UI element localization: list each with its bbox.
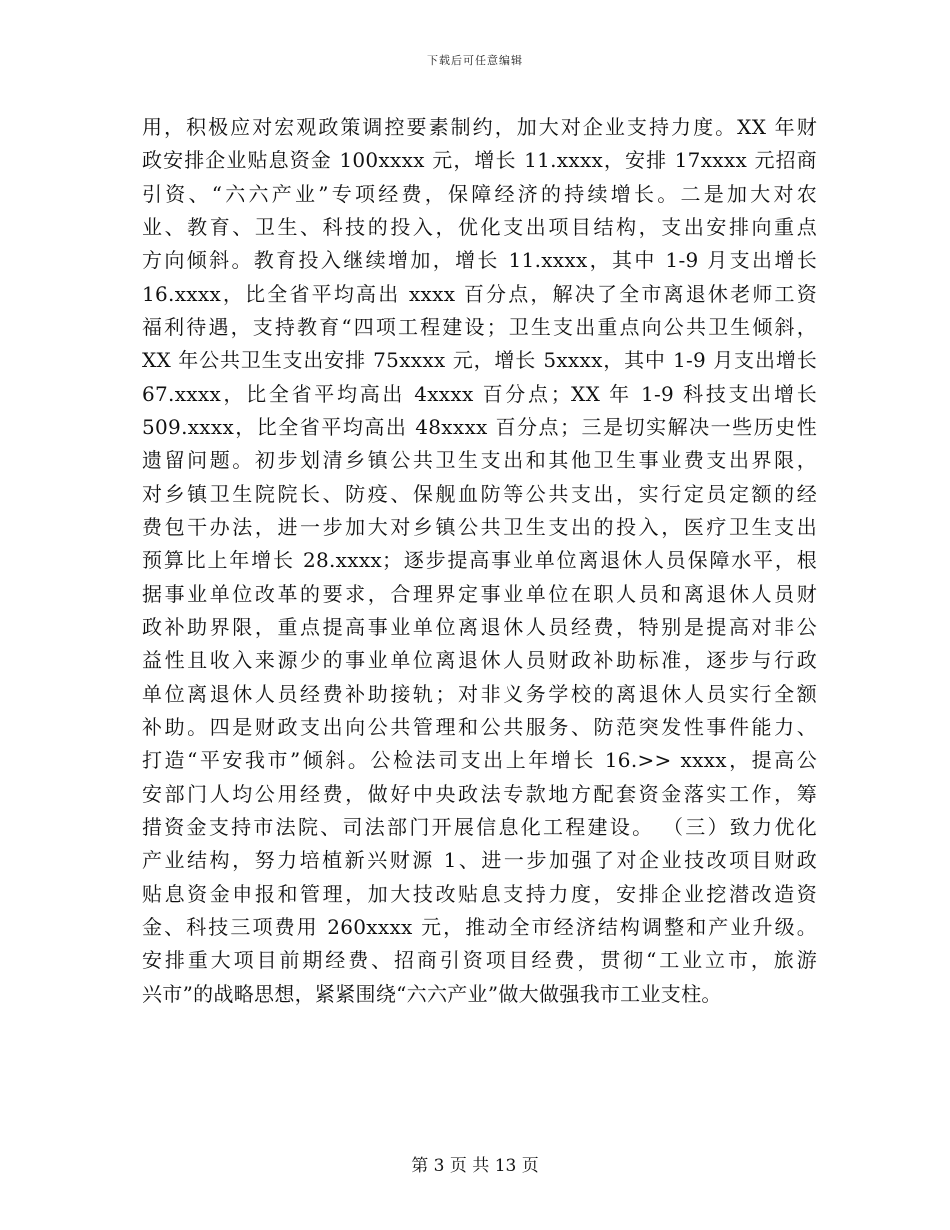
body-line: 贴息资金申报和管理，加大技改贴息支持力度，安排企业挖潜改造资	[142, 881, 817, 906]
body-line: 补助。四是财政支出向公共管理和公共服务、防范突发性事件能力、	[142, 714, 817, 739]
body-line: 益性且收入来源少的事业单位离退休人员财政补助标准，逐步与行政	[142, 648, 817, 673]
body-line: 对乡镇卫生院院长、防疫、保舰血防等公共支出，实行定员定额的经	[142, 481, 817, 506]
body-line: 67.xxxx，比全省平均高出 4xxxx 百分点；XX 年 1-9 科技支出增长	[142, 381, 817, 406]
body-line: 方向倾斜。教育投入继续增加，增长 11.xxxx，其中 1-9 月支出增长	[142, 248, 817, 273]
body-line: 安排重大项目前期经费、招商引资项目经费，贯彻“工业立市，旅游	[142, 948, 817, 973]
page-footer	[0, 1151, 950, 1176]
body-line: 费包干办法，进一步加大对乡镇公共卫生支出的投入，医疗卫生支出	[142, 514, 817, 539]
body-line: 政安排企业贴息资金 100xxxx 元，增长 11.xxxx，安排 17xxxx 元招商	[142, 148, 817, 173]
document-body	[142, 111, 817, 1011]
body-line: 预算比上年增长 28.xxxx；逐步提高事业单位离退休人员保障水平，根	[142, 548, 817, 573]
body-line: 遗留问题。初步划清乡镇公共卫生支出和其他卫生事业费支出界限，	[142, 448, 817, 473]
body-line: 16.xxxx，比全省平均高出 xxxx 百分点，解决了全市离退休老师工资	[142, 281, 817, 306]
body-line: XX 年公共卫生支出安排 75xxxx 元，增长 5xxxx，其中 1-9 月支出增长	[142, 348, 817, 373]
body-line: 兴市”的战略思想，紧紧围绕“六六产业”做大做强我市工业支柱。	[142, 981, 722, 1006]
body-line: 福利待遇，支持教育“四项工程建设；卫生支出重点向公共卫生倾斜，	[142, 314, 817, 339]
body-line: 引资、“六六产业”专项经费，保障经济的持续增长。二是加大对农	[142, 181, 817, 206]
body-line: 措资金支持市法院、司法部门开展信息化工程建设。 （三）致力优化	[142, 814, 817, 839]
body-line: 业、教育、卫生、科技的投入，优化支出项目结构，支出安排向重点	[142, 214, 817, 239]
body-line: 金、科技三项费用 260xxxx 元，推动全市经济结构调整和产业升级。	[142, 914, 817, 939]
page-header: 下载后可任意编辑	[427, 54, 523, 67]
body-line: 据事业单位改革的要求，合理界定事业单位在职人员和离退休人员财	[142, 581, 817, 606]
body-line: 509.xxxx，比全省平均高出 48xxxx 百分点；三是切实解决一些历史性	[142, 414, 817, 439]
page-number: 第 3 页 共 13 页	[411, 1156, 539, 1176]
body-line: 产业结构，努力培植新兴财源 1、进一步加强了对企业技改项目财政	[142, 848, 817, 873]
body-line: 政补助界限，重点提高事业单位离退休人员经费，特别是提高对非公	[142, 614, 817, 639]
body-line: 用，积极应对宏观政策调控要素制约，加大对企业支持力度。XX 年财	[142, 115, 817, 139]
body-line: 安部门人均公用经费，做好中央政法专款地方配套资金落实工作，筹	[142, 781, 817, 806]
body-line: 打造“平安我市”倾斜。公检法司支出上年增长 16.>> xxxx，提高公	[142, 748, 817, 773]
body-line: 单位离退休人员经费补助接轨；对非义务学校的离退休人员实行全额	[142, 681, 817, 706]
